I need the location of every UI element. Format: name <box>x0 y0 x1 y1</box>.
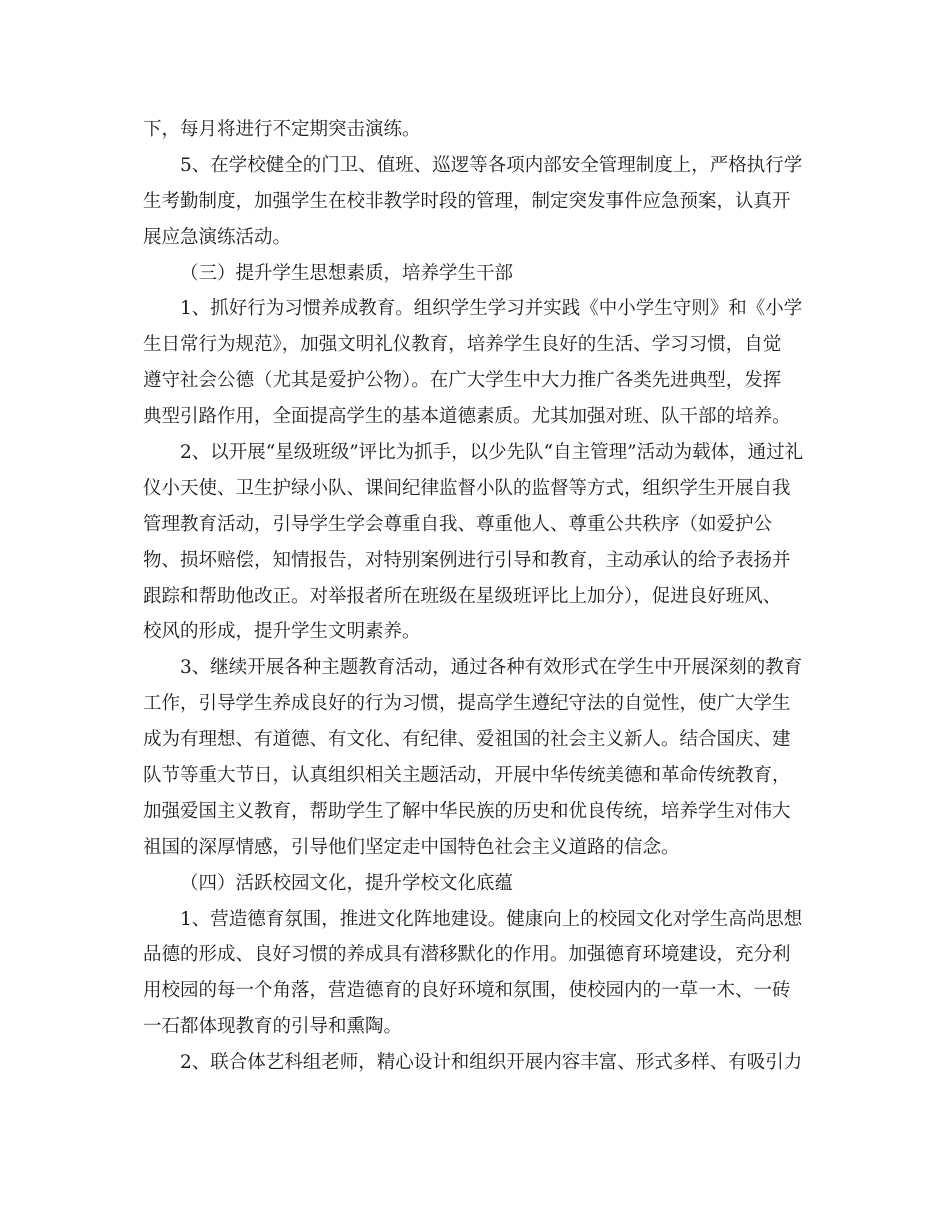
text-line: 队节等重大节日，认真组织相关主题活动，开展中华传统美德和革命传统教育， <box>143 765 791 787</box>
text-line: 生日常行为规范》，加强文明礼仪教育，培养学生良好的生活、学习习惯，自觉 <box>143 334 782 356</box>
text-line: 展应急演练活动。 <box>143 226 292 248</box>
text-line: 下，每月将进行不定期突击演练。 <box>143 119 421 140</box>
text-line: 仪小天使、卫生护绿小队、课间纪律监督小队的监督等方式，组织学生开展自我 <box>143 477 791 499</box>
text-line: 3、继续开展各种主题教育活动，通过各种有效形式在学生中开展深刻的教育 <box>180 657 803 679</box>
text-line: 物、损坏赔偿，知情报告，对特别案例进行引导和教育，主动承认的给予表扬并 <box>143 549 791 571</box>
text-line: 2、联合体艺科组老师，精心设计和组织开展内容丰富、形式多样、有吸引力 <box>180 1052 803 1074</box>
text-line: 遵守社会公德（尤其是爱护公物）。在广大学生中大力推广各类先进典型，发挥 <box>143 370 782 392</box>
text-line: 加强爱国主义教育，帮助学生了解中华民族的历史和优良传统，培养学生对伟大 <box>143 800 791 822</box>
text-line: 成为有理想、有道德、有文化、有纪律、爱祖国的社会主义新人。结合国庆、建 <box>143 729 791 751</box>
text-line: 跟踪和帮助他改正。对举报者所在班级在星级班评比上加分），促进良好班风、 <box>143 585 782 607</box>
text-line: 工作，引导学生养成良好的行为习惯，提高学生遵纪守法的自觉性，使广大学生 <box>143 693 791 715</box>
text-line: 校风的形成，提升学生文明素养。 <box>143 621 421 643</box>
text-line: 2、以开展“星级班级”评比为抓手，以少先队“自主管理”活动为载体，通过礼 <box>180 442 804 464</box>
document-body <box>143 112 811 1081</box>
text-line: 典型引路作用，全面提高学生的基本道德素质。尤其加强对班、队干部的培养。 <box>143 406 791 428</box>
text-line: （三）提升学生思想素质，培养学生干部 <box>180 262 514 284</box>
text-line: 1、营造德育氛围，推进文化阵地建设。健康向上的校园文化对学生高尚思想 <box>180 908 803 930</box>
text-line: 祖国的深厚情感，引导他们坚定走中国特色社会主义道路的信念。 <box>143 836 680 858</box>
text-line: 生考勤制度，加强学生在校非教学时段的管理，制定突发事件应急预案，认真开 <box>143 190 791 212</box>
text-line: 管理教育活动，引导学生学会尊重自我、尊重他人、尊重公共秩序（如爱护公 <box>143 513 773 535</box>
text-line: 品德的形成、良好习惯的养成具有潜移默化的作用。加强德育环境建设，充分利 <box>143 944 791 966</box>
text-line: 用校园的每一个角落，营造德育的良好环境和氛围，使校园内的一草一木、一砖 <box>143 980 791 1002</box>
text-line: 1、抓好行为习惯养成教育。组织学生学习并实践《中小学生守则》和《小学 <box>180 298 803 320</box>
text-line: （四）活跃校园文化，提升学校文化底蕴 <box>180 872 514 894</box>
text-line: 5、在学校健全的门卫、值班、巡逻等各项内部安全管理制度上，严格执行学 <box>180 154 803 176</box>
text-line: 一石都体现教育的引导和熏陶。 <box>143 1016 403 1038</box>
